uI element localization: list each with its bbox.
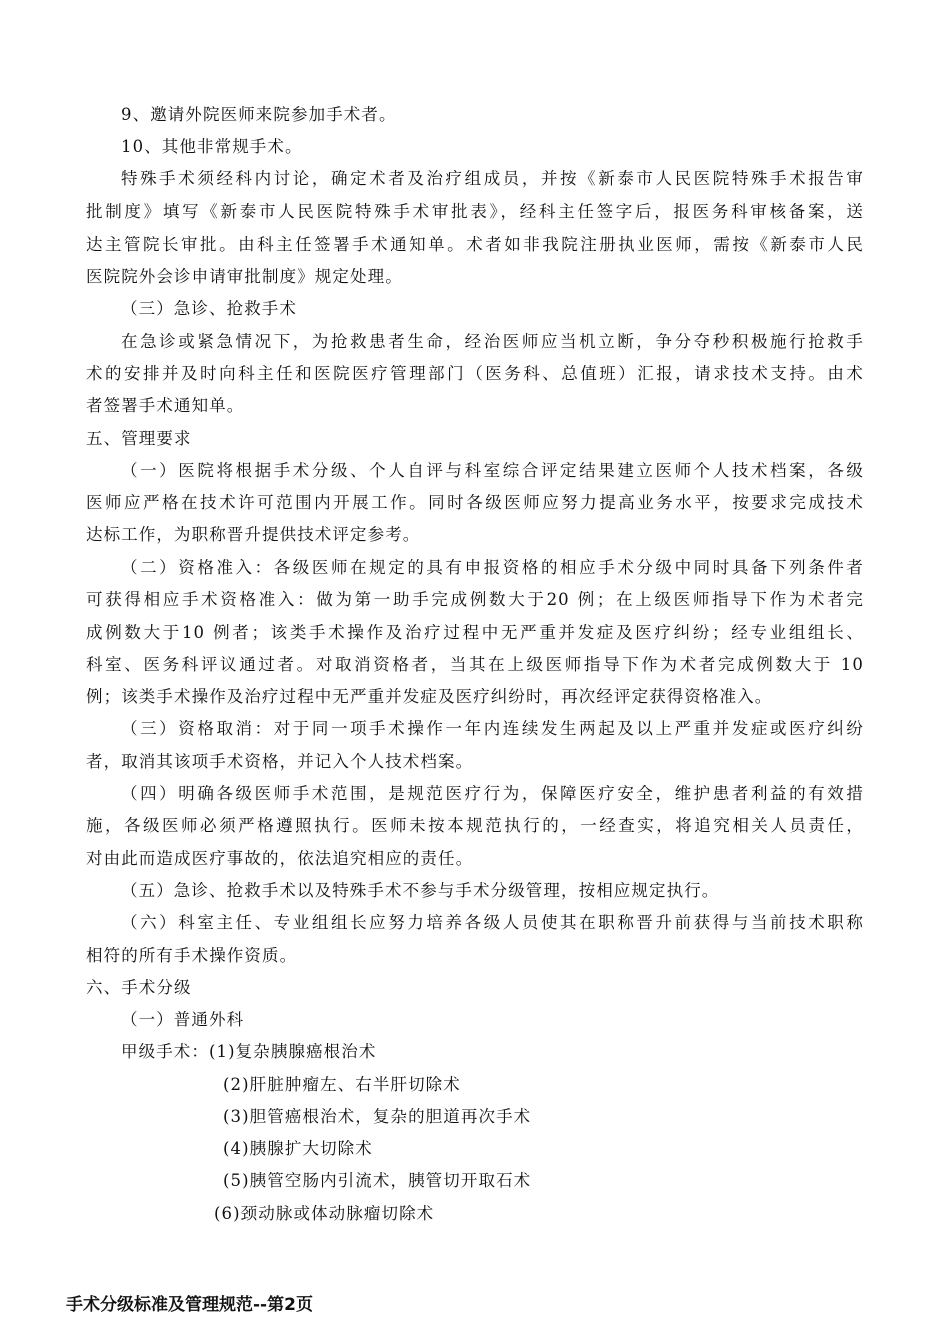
text-line: 在急诊或紧急情况下，为抢救患者生命，经治医师应当机立断，争分夺秒积极施行抢救手 bbox=[121, 332, 864, 351]
text-line: （四）明确各级医师手术范围，是规范医疗行为，保障医疗安全，维护患者利益的有效措 bbox=[121, 784, 864, 803]
text-line: 达主管院长审批。由科主任签署手术通知单。术者如非我院注册执业医师，需按《新泰市人民 bbox=[86, 235, 864, 254]
text-line: 例；该类手术操作及治疗过程中无严重并发症及医疗纠纷时，再次经评定获得资格准入。 bbox=[86, 687, 773, 706]
text-line: （六）科室主任、专业组组长应努力培养各级人员使其在职称晋升前获得与当前技术职称 bbox=[121, 913, 864, 932]
text-line: 对由此而造成医疗事故的，依法追究相应的责任。 bbox=[86, 849, 474, 868]
text-line: 批制度》填写《新泰市人民医院特殊手术审批表》，经科主任签字后，报医务科审核备案，送 bbox=[86, 202, 864, 221]
text-line: 医师应严格在技术许可范围内开展工作。同时各级医师应努力提高业务水平，按要求完成技术 bbox=[86, 493, 864, 512]
list-item: 甲级手术：(1)复杂胰腺癌根治术 bbox=[121, 1042, 377, 1061]
list-item: (2)肝脏肿瘤左、右半肝切除术 bbox=[223, 1075, 461, 1094]
list-item: (5)胰管空肠内引流术，胰管切开取石术 bbox=[223, 1171, 532, 1190]
section-heading: （一）普通外科 bbox=[121, 1010, 245, 1029]
text-line: （五）急诊、抢救手术以及特殊手术不参与手术分级管理，按相应规定执行。 bbox=[121, 881, 720, 900]
text-line: 10、其他非常规手术。 bbox=[121, 137, 303, 156]
text-line: 相符的所有手术操作资质。 bbox=[86, 946, 298, 965]
section-heading: （三）急诊、抢救手术 bbox=[121, 299, 297, 318]
text-line: （三）资格取消：对于同一项手术操作一年内连续发生两起及以上严重并发症或医疗纠纷 bbox=[121, 719, 864, 738]
list-item: (3)胆管癌根治术，复杂的胆道再次手术 bbox=[223, 1107, 532, 1126]
text-line: 9、邀请外院医师来院参加手术者。 bbox=[121, 105, 397, 124]
text-line: 可获得相应手术资格准入：做为第一助手完成例数大于20 例；在上级医师指导下作为术者完 bbox=[86, 590, 864, 609]
text-line: （一）医院将根据手术分级、个人自评与科室综合评定结果建立医师个人技术档案，各级 bbox=[121, 461, 864, 480]
text-line: 术的安排并及时向科主任和医院医疗管理部门（医务科、总值班）汇报，请求技术支持。由术 bbox=[86, 364, 864, 383]
text-line: 成例数大于10 例者；该类手术操作及治疗过程中无严重并发症及医疗纠纷；经专业组组长、 bbox=[86, 623, 864, 642]
text-line: 者签署手术通知单。 bbox=[86, 396, 245, 415]
text-line: 者，取消其该项手术资格，并记入个人技术档案。 bbox=[86, 752, 474, 771]
text-line: 科室、医务科评议通过者。对取消资格者，当其在上级医师指导下作为术者完成例数大于 10 bbox=[86, 655, 864, 674]
section-heading: 五、管理要求 bbox=[86, 429, 192, 448]
section-heading: 六、手术分级 bbox=[86, 978, 192, 997]
page-footer: 手术分级标准及管理规范--第2页 bbox=[66, 1295, 313, 1315]
text-line: 医院院外会诊申请审批制度》规定处理。 bbox=[86, 267, 403, 286]
list-item: (4)胰腺扩大切除术 bbox=[223, 1139, 373, 1158]
text-line: 达标工作，为职称晋升提供技术评定参考。 bbox=[86, 525, 421, 544]
text-line: 特殊手术须经科内讨论，确定术者及治疗组成员，并按《新泰市人民医院特殊手术报告审 bbox=[121, 169, 864, 188]
list-item: (6)颈动脉或体动脉瘤切除术 bbox=[214, 1204, 435, 1223]
text-line: （二）资格准入：各级医师在规定的具有申报资格的相应手术分级中同时具备下列条件者 bbox=[121, 558, 864, 577]
text-line: 施，各级医师必须严格遵照执行。医师未按本规范执行的，一经查实，将追究相关人员责任， bbox=[86, 816, 864, 835]
